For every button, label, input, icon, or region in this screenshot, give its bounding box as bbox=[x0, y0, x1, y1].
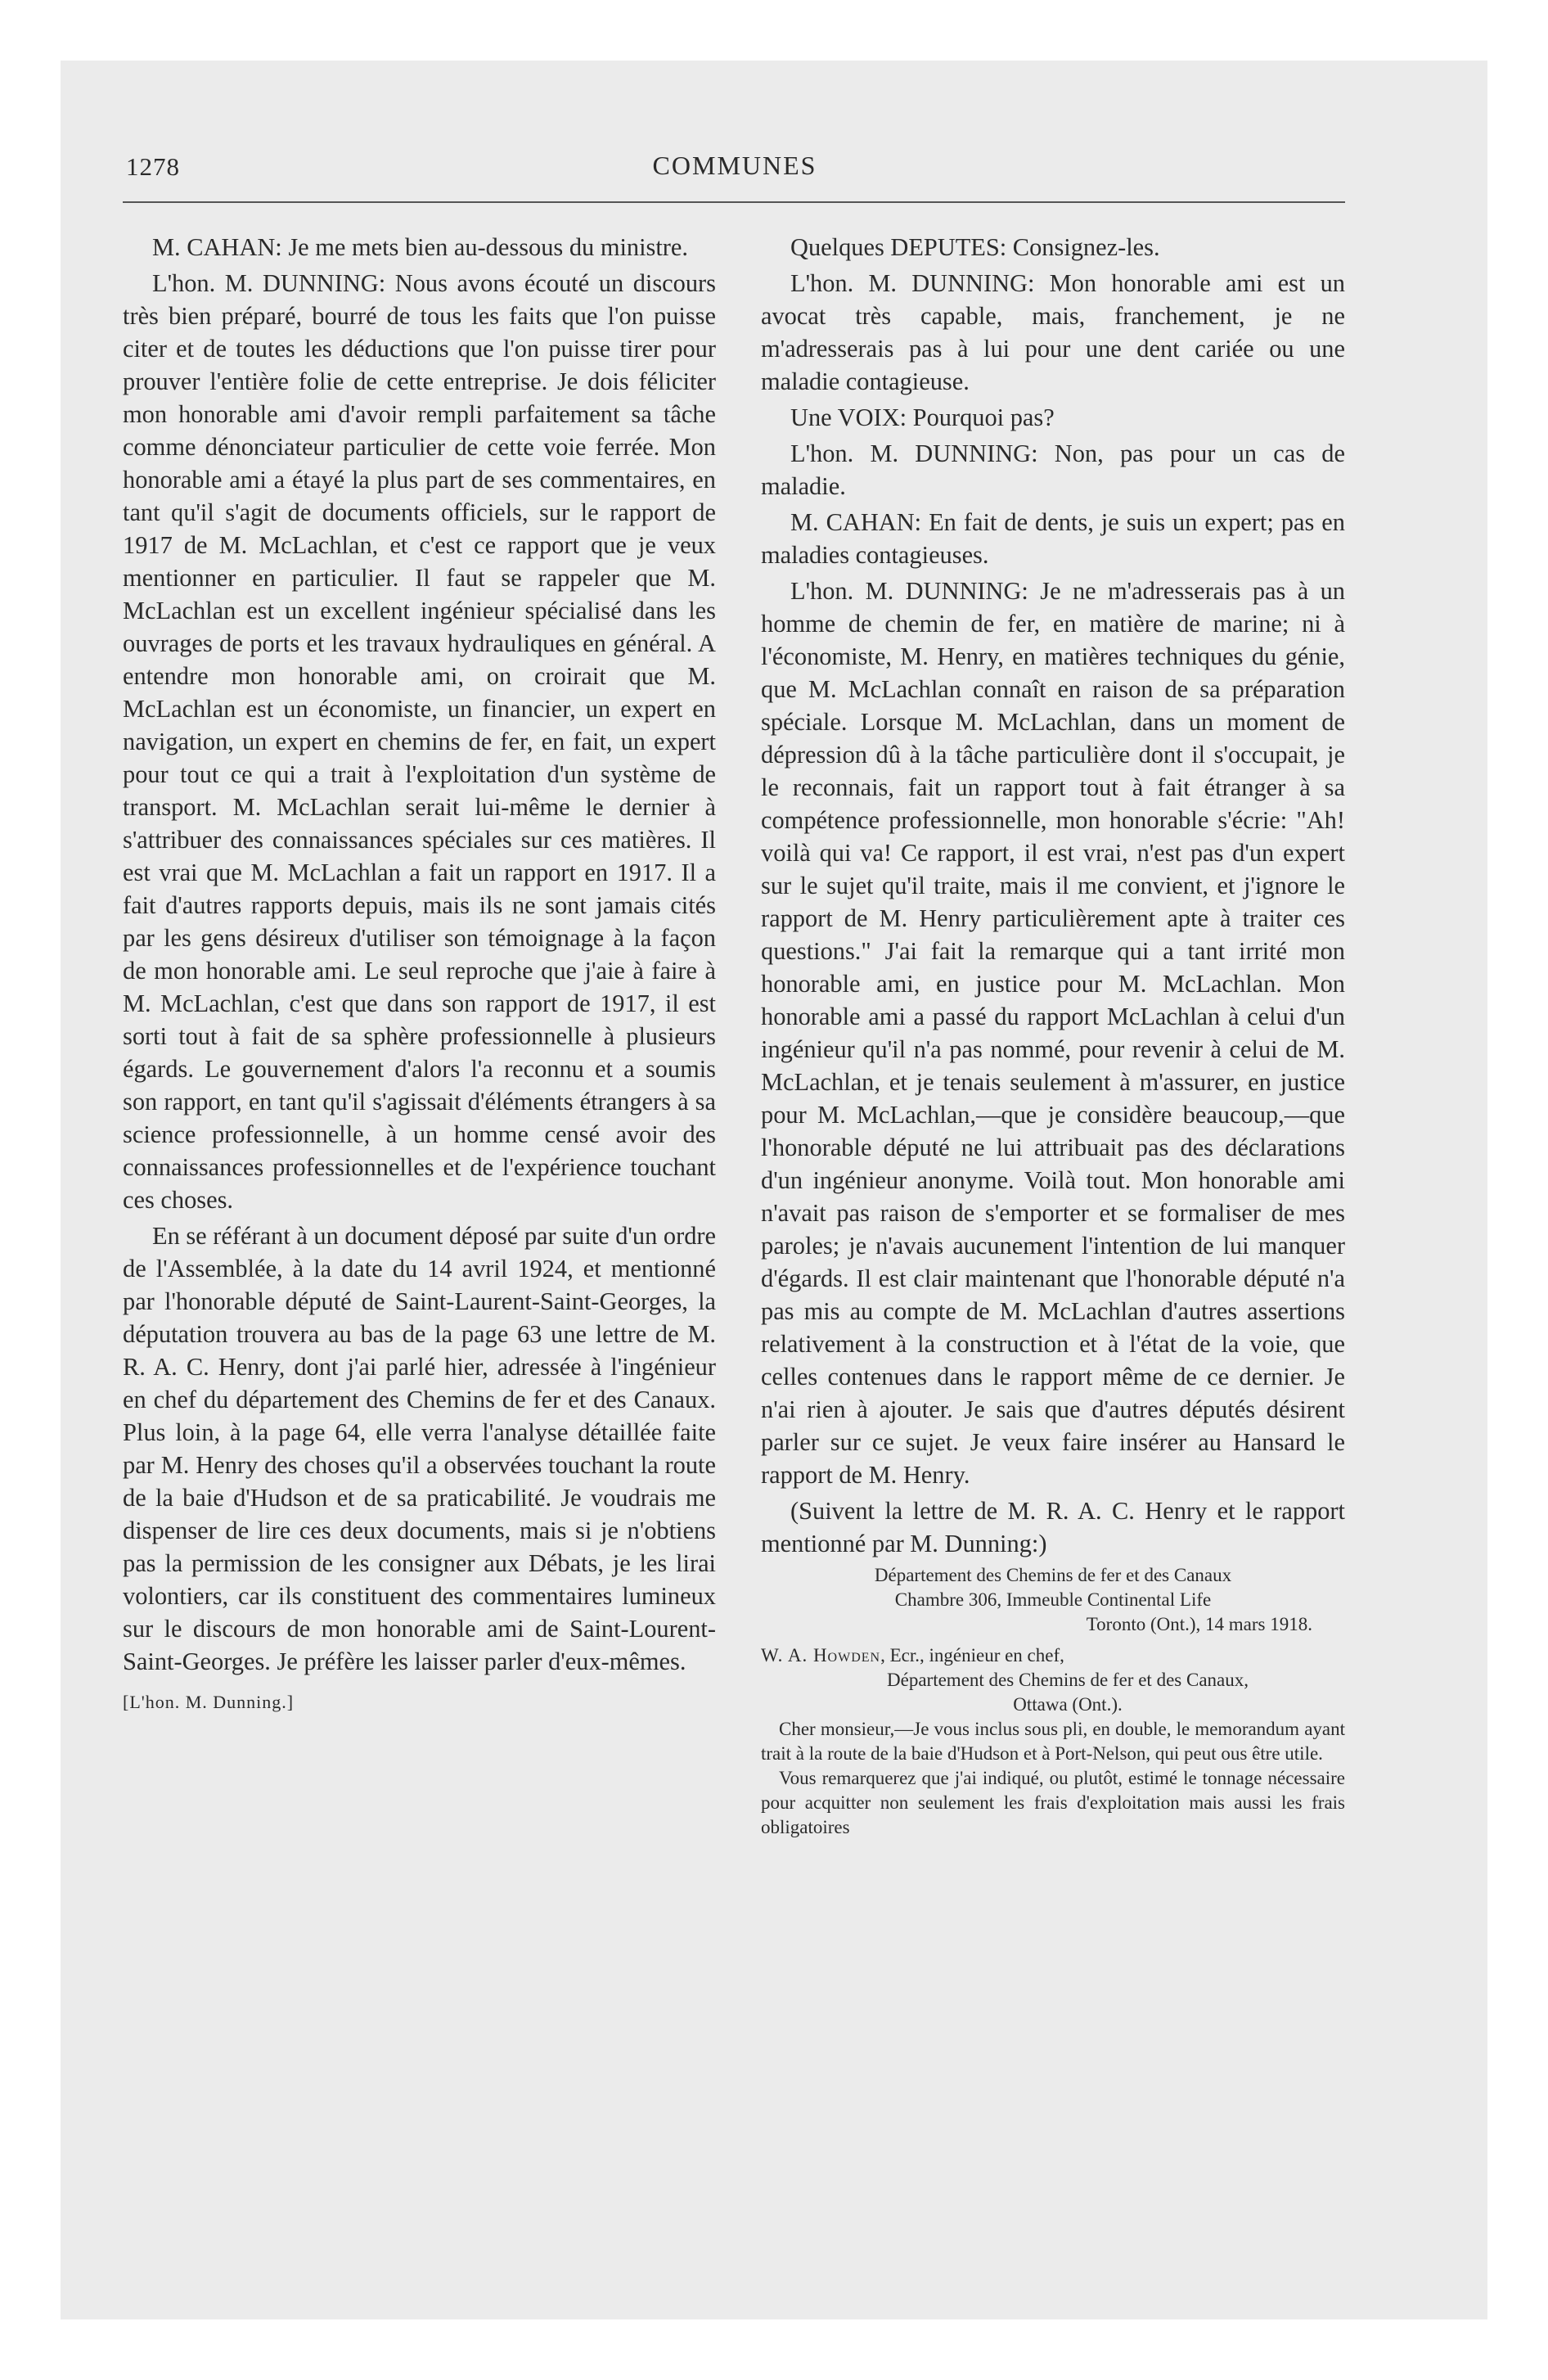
right-column bbox=[761, 231, 1345, 1840]
letter-paragraph: Cher monsieur,—Je vous inclus sous pli, en double, le memorandum ayant trait à la route de la baie d'Hudson et à Port-Nelson, qui peut ous être utile. bbox=[761, 1719, 1345, 1764]
letter-paragraph: Vous remarquerez que j'ai indiqué, ou plutôt, estimé le tonnage nécessaire pour acquitter non seulement les frais d'exploitation mais aussi les frais obligatoires bbox=[761, 1768, 1345, 1837]
paragraph: M. CAHAN: Je me mets bien au-dessous du ministre. bbox=[152, 233, 689, 261]
speaker-attribution: [L'hon. M. Dunning.] bbox=[123, 1692, 295, 1712]
recipient-title: , Ecr., ingénieur en chef, bbox=[880, 1645, 1064, 1666]
letter-date-line: Toronto (Ont.), 14 mars 1918. bbox=[1086, 1614, 1312, 1634]
paragraph: L'hon. M. DUNNING: Je ne m'adresserais pas à un homme de chemin de fer, en matière de marine; ni à l'économiste, M. Henry, en matières techniques du génie, que M. McLachlan connaît en raison de sa préparation spéciale. Lorsque M. McLachlan, dans un moment de dépression dû à la tâche particulière dont il s'occupait, je le reconnais, fait un rapport tout à fait étranger à sa compétence professionnelle, mon honorable s'écrie: "Ah! voilà qui va! Ce rapport, il est vrai, n'est pas d'un expert sur le sujet qu'il traite, mais il me convient, et j'ignore le rapport de M. Henry particulièrement apte à traiter ces questions." J'ai fait la remarque qui a tant irrité mon honorable ami, en justice pour M. McLachlan. Mon honorable ami a passé du rapport McLachlan à celui d'un ingénieur qu'il n'a pas nommé, pour revenir à celui de M. McLachlan, et je tenais seulement à m'assurer, en justice pour M. McLachlan,—que je considère beaucoup,—que l'honorable député ne lui attribuait pas des déclarations d'un ingénieur anonyme. Voilà tout. Mon honorable ami n'avait pas raison de s'emporter et se formaliser de mes paroles; je n'avais aucunement l'intention de lui manquer d'égards. Il est clair maintenant que l'honorable député n'a pas mis au compte de M. McLachlan d'autres assertions relativement à la construction et à l'état de la voie, que celles contenues dans le rapport même de ce dernier. Je n'ai rien à ajouter. Je sais que d'autres députés désirent parler sur ce sujet. Je veux faire insérer au Hansard le rapport de M. Henry. bbox=[761, 577, 1345, 1489]
paragraph: En se référant à un document déposé par suite d'un ordre de l'Assemblée, à la date du 14 avril 1924, et mentionné par l'honorable député de Saint-Laurent-Saint-Georges, la députation trouvera au bas de la page 63 une lettre de M. R. A. C. Henry, dont j'ai parlé hier, adressée à l'ingénieur en chef du département des Chemins de fer et des Canaux. Plus loin, à la page 64, elle verra l'analyse détaillée faite par M. Henry des choses qu'il a observées touchant la route de la baie d'Hudson et de sa praticabilité. Je voudrais me dispenser de lire ces deux documents, mais si je n'obtiens pas la permission de les consigner aux Débats, je les lirai volontiers, car ils constituent des commentaires lumineux sur le discours de mon honorable ami de Saint-Lourent-Saint-Georges. Je préfère les laisser parler d'eux-mêmes. bbox=[123, 1222, 717, 1675]
paragraph: L'hon. M. DUNNING: Nous avons écouté un discours très bien préparé, bourré de tous les faits que l'on puisse citer et de toutes les déductions que l'on puisse tirer pour prouver l'entière folie de cette entreprise. Je dois féliciter mon honorable ami d'avoir rempli parfaitement sa tâche comme dénonciateur particulier de cette voie ferrée. Mon honorable ami a étayé la plus part de ses commentaires, en tant qu'il s'agit de documents officiels, sur le rapport de 1917 de M. McLachlan, et c'est ce rapport que je veux mentionner en particulier. Il faut se rappeler que M. McLachlan est un excellent ingénieur spécialisé dans les ouvrages de ports et les travaux hydrauliques en général. A entendre mon honorable ami, on croirait que M. McLachlan est un économiste, un financier, un expert en navigation, un expert en chemins de fer, en fait, un expert pour tout ce qui a trait à l'exploitation d'un système de transport. M. McLachlan serait lui-même le dernier à s'attribuer des connaissances spéciales sur ces matières. Il est vrai que M. McLachlan a fait un rapport en 1917. Il a fait d'autres rapports depuis, mais ils ne sont jamais cités par les gens désireux d'utiliser son témoignage à la façon de mon honorable ami. Le seul reproche que j'aie à faire à M. McLachlan, c'est que dans son rapport de 1917, il est sorti tout à fait de sa sphère professionnelle à plusieurs égards. Le gouvernement d'alors l'a reconnu et a soumis son rapport, en tant qu'il s'agissait d'éléments étrangers à sa science professionnelle, à un homme censé avoir des connaissances professionnelles et de l'expérience touchant ces choses. bbox=[123, 269, 716, 1214]
quoted-letter bbox=[761, 1563, 1345, 1840]
paragraph: Une VOIX: Pourquoi pas? bbox=[790, 403, 1055, 431]
letter-address-line: Chambre 306, Immeuble Continental Life bbox=[894, 1589, 1212, 1610]
left-column bbox=[123, 231, 716, 1722]
paragraph: (Suivent la lettre de M. R. A. C. Henry et le rapport mentionné par M. Dunning:) bbox=[761, 1497, 1345, 1557]
running-title: COMMUNES bbox=[652, 151, 817, 180]
paragraph: M. CAHAN: En fait de dents, je suis un expert; pas en maladies contagieuses. bbox=[761, 508, 1345, 569]
recipient-name: W. A. Howden bbox=[761, 1645, 881, 1666]
paragraph: L'hon. M. DUNNING: Mon honorable ami est un avocat très capable, mais, franchement, je ne m'adresserais pas à lui pour une dent cariée ou une maladie contagieuse. bbox=[761, 269, 1345, 395]
page-number: 1278 bbox=[126, 152, 180, 181]
letter-recipient-line: Département des Chemins de fer et des Canaux, bbox=[887, 1670, 1249, 1690]
page-header bbox=[126, 144, 1343, 193]
header-rule bbox=[123, 201, 1345, 203]
letter-recipient bbox=[761, 1643, 1345, 1668]
paragraph: L'hon. M. DUNNING: Non, pas pour un cas de maladie. bbox=[761, 439, 1345, 500]
letter-recipient-line: Ottawa (Ont.). bbox=[1013, 1694, 1123, 1715]
letter-address-line: Département des Chemins de fer et des Canaux bbox=[874, 1565, 1232, 1585]
paragraph: Quelques DEPUTES: Consignez-les. bbox=[790, 233, 1160, 261]
